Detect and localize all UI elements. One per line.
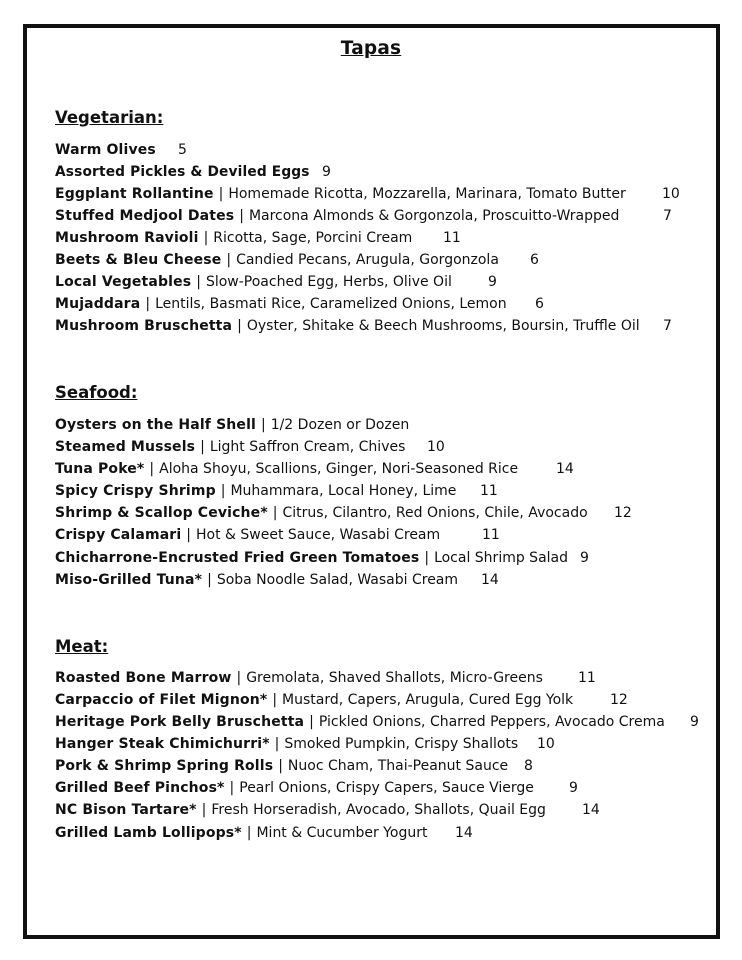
menu-item [55, 316, 640, 336]
item-price: 9 [488, 274, 497, 290]
item-price: 9 [580, 550, 589, 566]
section-heading-meat: Meat: [55, 637, 109, 656]
separator: | [274, 736, 280, 752]
separator: | [236, 670, 242, 686]
separator: | [196, 274, 201, 290]
item-description: Nuoc Cham, Thai-Peanut Sauce [287, 758, 509, 774]
menu-item [55, 756, 508, 776]
item-price: 6 [530, 252, 539, 268]
item-price: 14 [455, 825, 473, 841]
item-name: NC Bison Tartare* [55, 802, 197, 818]
item-name: Pork & Shrimp Spring Rolls [55, 758, 274, 774]
item-price: 12 [610, 692, 628, 708]
separator: | [218, 186, 224, 202]
menu-item [55, 690, 573, 710]
item-price: 9 [322, 164, 331, 180]
item-name: Local Vegetables [55, 274, 192, 290]
item-name: Oysters on the Half Shell [55, 417, 256, 433]
item-price: 14 [582, 802, 600, 818]
item-description: Pickled Onions, Charred Peppers, Avocado Crema [318, 714, 665, 730]
separator: | [220, 483, 226, 499]
item-description: Pearl Onions, Crispy Capers, Sauce Vierge [239, 780, 534, 796]
item-name: Crispy Calamari [55, 527, 182, 543]
item-name: Eggplant Rollantine [55, 186, 214, 202]
item-name: Grilled Beef Pinchos* [55, 780, 225, 796]
item-name: Grilled Lamb Lollipops* [55, 825, 242, 841]
separator: | [237, 318, 242, 334]
item-description: Local Shrimp Salad [434, 550, 568, 566]
item-name: Assorted Pickles & Deviled Eggs [55, 164, 310, 180]
separator: | [309, 714, 314, 730]
menu-item [55, 823, 427, 843]
item-name: Beets & Bleu Cheese [55, 252, 222, 268]
menu-item [55, 459, 518, 479]
separator: | [186, 527, 192, 543]
item-price: 11 [482, 527, 500, 543]
menu-item [55, 525, 440, 545]
separator: | [272, 692, 278, 708]
separator: | [226, 252, 232, 268]
item-description: Hot & Sweet Sauce, Wasabi Cream [196, 527, 441, 543]
menu-item [55, 250, 499, 270]
menu-item [55, 800, 546, 820]
menu-item [55, 294, 507, 314]
menu-title: Tapas [340, 38, 402, 59]
item-name: Mujaddara [55, 296, 141, 312]
menu-item [55, 140, 156, 160]
item-name: Tuna Poke* [55, 461, 145, 477]
item-description: 1/2 Dozen or Dozen [270, 417, 410, 433]
item-price: 12 [614, 505, 632, 521]
separator: | [145, 296, 151, 312]
item-name: Warm Olives [55, 142, 156, 158]
item-description: Oyster, Shitake & Beech Mushrooms, Boursin, Truffle Oil [246, 318, 640, 334]
separator: | [201, 802, 207, 818]
separator: | [246, 825, 252, 841]
menu-item [55, 184, 626, 204]
item-price: 11 [578, 670, 596, 686]
item-description: Homemade Ricotta, Mozzarella, Marinara, Tomato Butter [228, 186, 626, 202]
menu-item [55, 570, 458, 590]
separator: | [424, 550, 430, 566]
separator: | [207, 572, 212, 588]
separator: | [203, 230, 209, 246]
separator: | [272, 505, 278, 521]
item-description: Marcona Almonds & Gorgonzola, Proscuitto-Wrapped [248, 208, 620, 224]
item-description: Mustard, Capers, Arugula, Cured Egg Yolk [282, 692, 574, 708]
item-description: Aloha Shoyu, Scallions, Ginger, Nori-Seasoned Rice [159, 461, 519, 477]
item-price: 5 [178, 142, 187, 158]
item-price: 14 [556, 461, 574, 477]
menu-item [55, 437, 405, 457]
separator: | [278, 758, 283, 774]
item-name: Mushroom Ravioli [55, 230, 199, 246]
item-price: 11 [443, 230, 461, 246]
menu-item [55, 778, 534, 798]
item-description: Ricotta, Sage, Porcini Cream [213, 230, 413, 246]
item-name: Stuffed Medjool Dates [55, 208, 235, 224]
item-price: 10 [662, 186, 680, 202]
item-description: Slow-Poached Egg, Herbs, Olive Oil [205, 274, 452, 290]
item-description: Smoked Pumpkin, Crispy Shallots [284, 736, 519, 752]
item-price: 10 [537, 736, 555, 752]
menu-item [55, 734, 518, 754]
menu-item [55, 162, 310, 182]
item-name: Carpaccio of Filet Mignon* [55, 692, 268, 708]
item-description: Lentils, Basmati Rice, Caramelized Onions, Lemon [155, 296, 507, 312]
item-description: Citrus, Cilantro, Red Onions, Chile, Avocado [282, 505, 588, 521]
item-name: Hanger Steak Chimichurri* [55, 736, 270, 752]
separator: | [239, 208, 244, 224]
menu-item [55, 668, 543, 688]
item-description: Candied Pecans, Arugula, Gorgonzola [236, 252, 499, 268]
item-description: Mint & Cucumber Yogurt [256, 825, 428, 841]
menu-item [55, 481, 456, 501]
item-price: 11 [480, 483, 498, 499]
separator: | [149, 461, 155, 477]
item-name: Chicharrone-Encrusted Fried Green Tomatoes [55, 550, 420, 566]
item-description: Fresh Horseradish, Avocado, Shallots, Quail Egg [211, 802, 546, 818]
item-price: 9 [690, 714, 699, 730]
item-name: Roasted Bone Marrow [55, 670, 232, 686]
item-name: Steamed Mussels [55, 439, 196, 455]
item-name: Spicy Crispy Shrimp [55, 483, 216, 499]
separator: | [229, 780, 235, 796]
separator: | [260, 417, 266, 433]
menu-item [55, 206, 619, 226]
section-heading-seafood: Seafood: [55, 383, 138, 402]
item-price: 7 [663, 318, 672, 334]
item-price: 6 [535, 296, 544, 312]
menu-item [55, 503, 588, 523]
item-price: 7 [663, 208, 672, 224]
menu-item [55, 548, 568, 568]
item-price: 10 [427, 439, 445, 455]
item-price: 9 [569, 780, 578, 796]
menu-item [55, 712, 665, 732]
separator: | [200, 439, 205, 455]
menu-item [55, 415, 409, 435]
item-description: Soba Noodle Salad, Wasabi Cream [216, 572, 459, 588]
item-name: Heritage Pork Belly Bruschetta [55, 714, 305, 730]
section-heading-vegetarian: Vegetarian: [55, 108, 164, 127]
item-description: Light Saffron Cream, Chives [209, 439, 406, 455]
menu-item [55, 228, 412, 248]
item-description: Gremolata, Shaved Shallots, Micro-Greens [246, 670, 543, 686]
item-price: 14 [481, 572, 499, 588]
item-name: Miso-Grilled Tuna* [55, 572, 203, 588]
menu-item [55, 272, 452, 292]
item-name: Shrimp & Scallop Ceviche* [55, 505, 268, 521]
item-price: 8 [524, 758, 533, 774]
item-name: Mushroom Bruschetta [55, 318, 233, 334]
item-description: Muhammara, Local Honey, Lime [230, 483, 457, 499]
